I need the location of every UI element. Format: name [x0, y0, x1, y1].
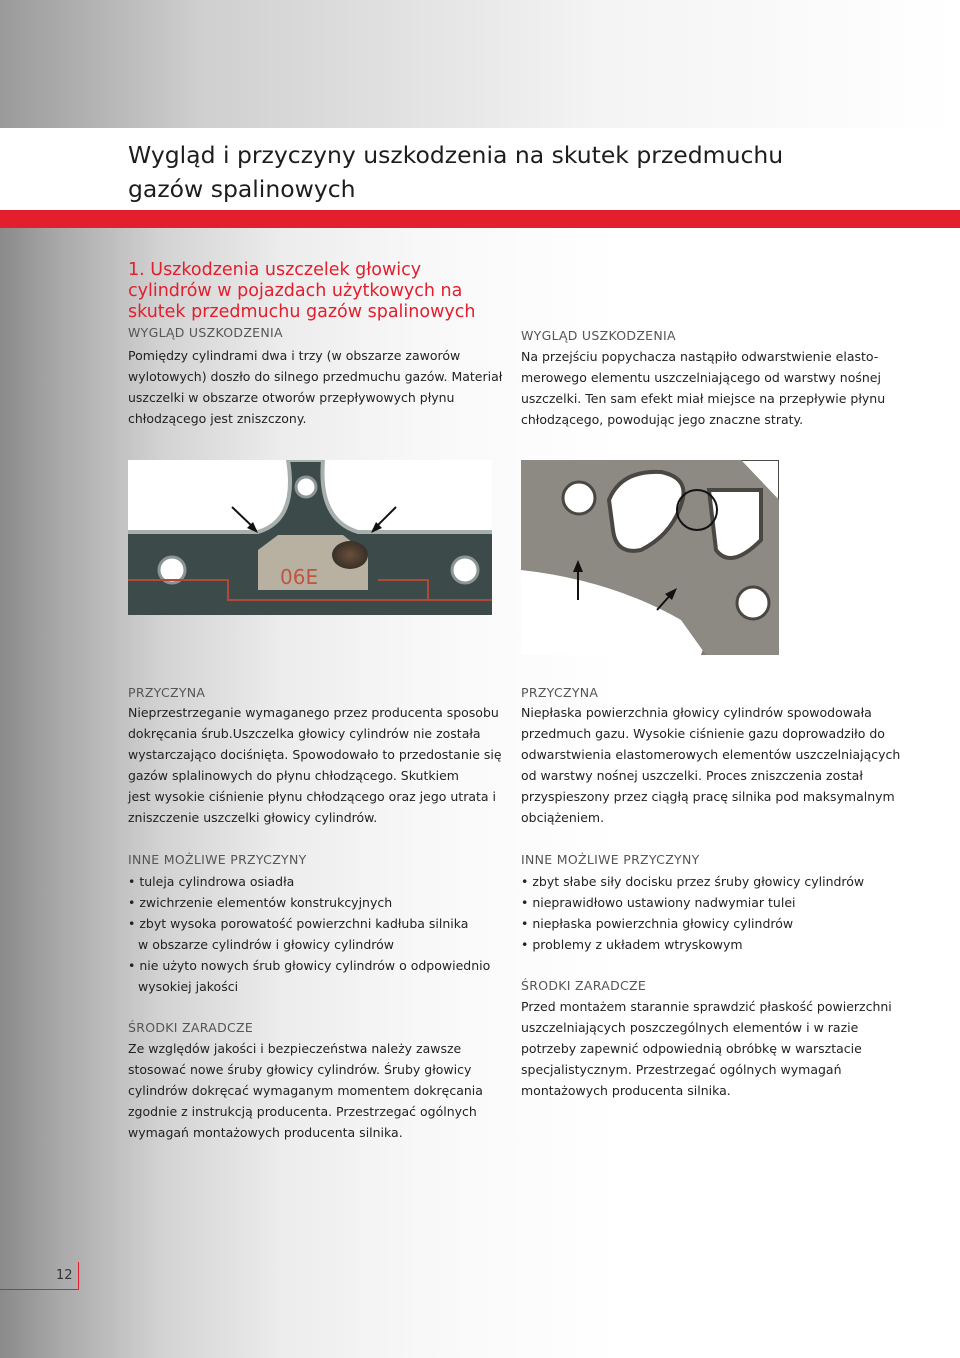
right-appearance-text: Na przejściu popychacza nastąpiło odwarstwienie elasto- merowego elementu uszczelniającego od warstwy nośnej uszczelki. Ten sam efekt miał miejsce na przepływie płynu chłodzącego, powodując jego znaczne straty. — [521, 349, 886, 427]
list-item: • niepłaska powierzchnia głowicy cylindrów — [521, 916, 794, 931]
left-remedy-label: ŚRODKI ZARADCZE — [128, 1020, 254, 1035]
section-heading: 1. Uszkodzenia uszczelek głowicy cylindrów w pojazdach użytkowych na skutek przedmuchu gazów spalinowych — [128, 260, 476, 322]
list-item: • nieprawidłowo ustawiony nadwymiar tulei — [521, 895, 796, 910]
photo-stamp-text: 06E — [280, 565, 319, 589]
left-remedy-text: Ze względów jakości i bezpieczeństwa należy zawsze stosować nowe śruby głowicy cylindrów. Śruby głowicy cylindrów dokręcać wymaganym momentem dokręcania zgodnie z instrukcją producenta. Przestrzegać ogólnych wymagań montażowych producenta silnika. — [128, 1041, 483, 1140]
list-item: • tuleja cylindrowa osiadła — [128, 874, 295, 889]
right-cause-text: Niepłaska powierzchnia głowicy cylindrów spowodowała przedmuch gazu. Wysokie ciśnienie gazu doprowadziło do odwarstwienia elastomerowych elementów uszczelniających od warstwy nośnej uszczelki. Proces zniszczenia został przyspieszony przez ciągłą pracę silnika pod maksymalnym obciążeniem. — [521, 705, 901, 825]
top-gradient-band — [0, 0, 960, 128]
list-item: • nie użyto nowych śrub głowicy cylindrów o odpowiednio wysokiej jakości — [128, 958, 491, 994]
left-appearance-text: Pomiędzy cylindrami dwa i trzy (w obszarze zaworów wylotowych) doszło do silnego przedmuchu gazów. Materiał uszczelki w obszarze otworów przepływowych płynu chłodzącego jest zniszczony. — [128, 348, 503, 426]
list-item: • zbyt słabe siły docisku przez śruby głowicy cylindrów — [521, 874, 865, 889]
right-remedy-text: Przed montażem starannie sprawdzić płaskość powierzchni uszczelniających poszczególnych elementów i w razie potrzeby zapewnić odpowiednią obróbkę w warsztacie specjalistycznym. Przestrzegać ogólnych wymagań montażowych producenta silnika. — [521, 999, 892, 1098]
right-other-causes-list — [521, 871, 864, 955]
right-cause-label: PRZYCZYNA — [521, 685, 599, 700]
gasket-photo-left — [128, 460, 492, 615]
left-other-causes-label: INNE MOŻLIWE PRZYCZYNY — [128, 852, 307, 867]
right-appearance-label: WYGLĄD USZKODZENIA — [521, 328, 676, 343]
left-cause-text: Nieprzestrzeganie wymaganego przez producenta sposobu dokręcania śrub.Uszczelka głowicy cylindrów nie została wystarczająco dociśnięta. Spowodowało to przedostanie się gazów splalinowych do płynu chłodzącego. Skutkiem jest wysokie ciśnienie płynu chłodzącego oraz jego utrata i zniszczenie uszczelki głowicy cylindrów. — [128, 705, 502, 825]
page-title: Wygląd i przyczyny uszkodzenia na skutek przedmuchu gazów spalinowych — [128, 141, 784, 203]
right-remedy-label: ŚRODKI ZARADCZE — [521, 978, 647, 993]
list-item: • zbyt wysoka porowatość powierzchni kadłuba silnika w obszarze cylindrów i głowicy cylindrów — [128, 916, 469, 952]
page-number: 12 — [56, 1268, 73, 1283]
list-item: • zwichrzenie elementów konstrukcyjnych — [128, 895, 393, 910]
page-number-divider — [78, 1262, 79, 1290]
right-other-causes-label: INNE MOŻLIWE PRZYCZYNY — [521, 852, 700, 867]
page-number-underline — [0, 1289, 78, 1290]
list-item: • problemy z układem wtryskowym — [521, 937, 743, 952]
red-accent-bar — [0, 210, 960, 228]
left-cause-label: PRZYCZYNA — [128, 685, 206, 700]
left-other-causes-list — [128, 871, 490, 997]
gasket-photo-right — [521, 460, 779, 655]
left-appearance-label: WYGLĄD USZKODZENIA — [128, 325, 283, 340]
